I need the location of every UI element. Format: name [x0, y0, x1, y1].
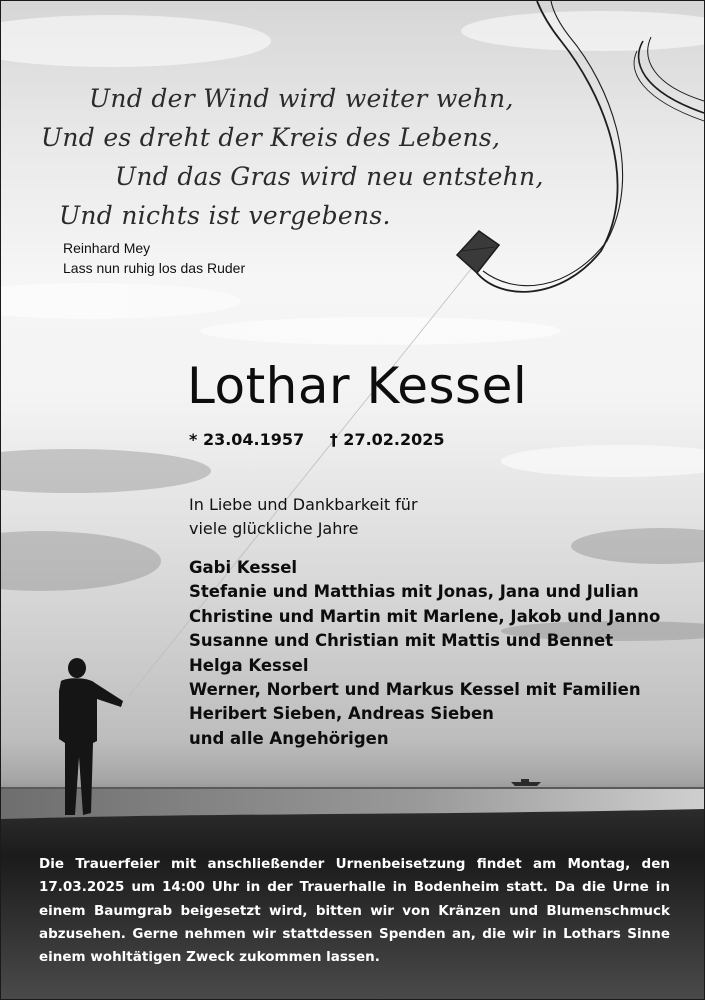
poem-line: Und es dreht der Kreis des Lebens, — [41, 123, 501, 152]
death-date: † 27.02.2025 — [329, 430, 445, 449]
mourner: Stefanie und Matthias mit Jonas, Jana und Julian — [189, 582, 639, 602]
poem-attribution — [63, 238, 245, 278]
mourner: Christine und Martin mit Marlene, Jakob und Janno — [189, 606, 661, 626]
mourner: Susanne und Christian mit Mattis und Bennet — [189, 631, 614, 651]
mourner: Gabi Kessel — [189, 558, 298, 577]
life-dates — [189, 430, 465, 449]
mourners-list — [189, 556, 660, 751]
mourner: Heribert Sieben, Andreas Sieben — [189, 704, 494, 724]
tagline-line: In Liebe und Dankbarkeit für — [189, 495, 418, 514]
poem-author: Reinhard Mey — [63, 240, 151, 256]
tagline — [189, 493, 418, 541]
poem-line: Und nichts ist vergebens. — [59, 201, 391, 230]
ship — [511, 779, 541, 786]
birth-date: * 23.04.1957 — [189, 430, 305, 449]
mourner: und alle Angehörigen — [189, 728, 389, 748]
poem-line: Und der Wind wird weiter wehn, — [89, 84, 514, 113]
deceased-name: Lothar Kessel — [187, 357, 528, 415]
poem-line: Und das Gras wird neu entstehn, — [115, 162, 544, 191]
funeral-notice: Die Trauerfeier mit anschließender Urnenbeisetzung findet am Montag, den 17.03.2025 um 14:00 Uhr in der Trauerhalle in Bodenheim statt. Da die Urne in einem Baumgrab beigesetzt wird, bitten wir von Kränzen und Blumenschmuck abzusehen. Gerne nehmen wir stattdessen Spenden an, die wir in Lothars Sinne einem wohltätigen Zweck zukommen lassen. — [39, 856, 670, 966]
tagline-line: viele glückliche Jahre — [189, 519, 359, 538]
poem — [31, 79, 591, 235]
mourner: Werner, Norbert und Markus Kessel mit Familien — [189, 680, 641, 700]
mourner: Helga Kessel — [189, 655, 309, 675]
poem-source: Lass nun ruhig los das Ruder — [63, 260, 246, 276]
